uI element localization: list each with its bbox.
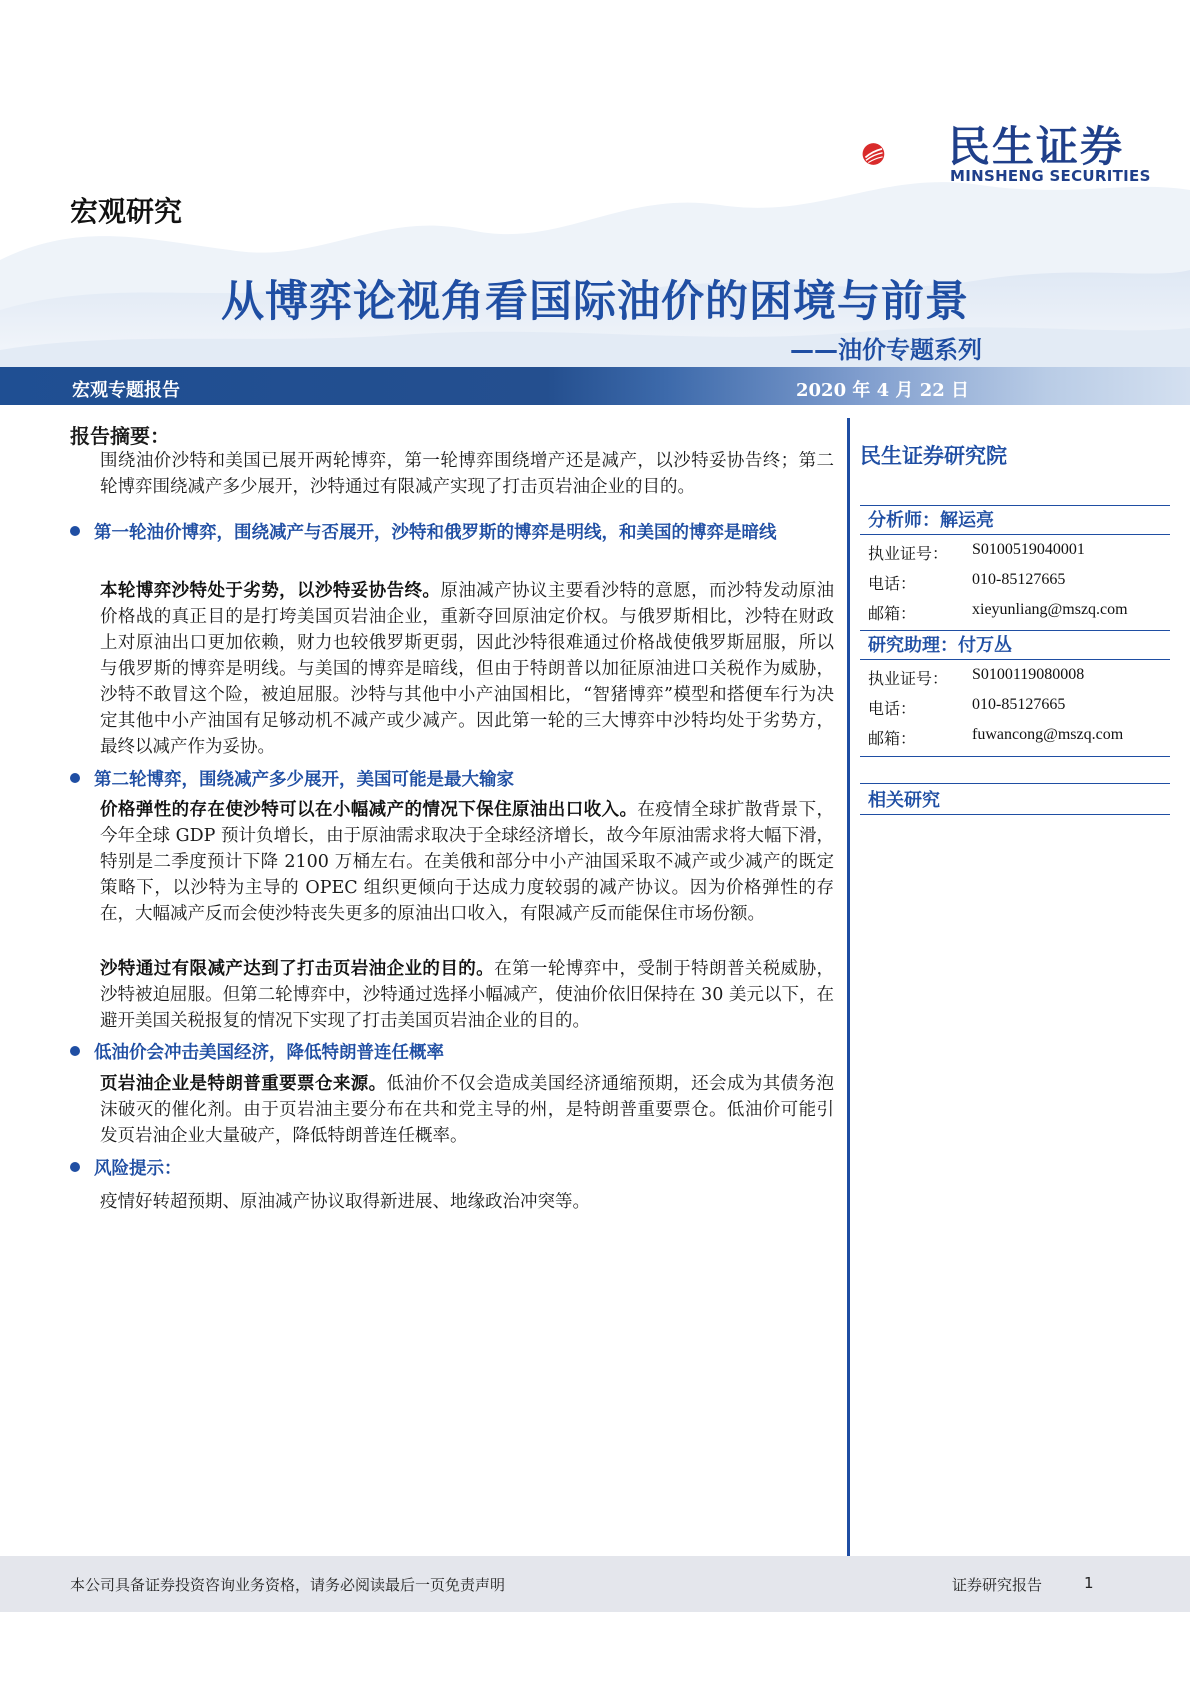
bullet-dot-icon: [70, 1162, 80, 1172]
section-paragraph: 价格弹性的存在使沙特可以在小幅减产的情况下保住原油出口收入。在疫情全球扩散背景下，今年全球 GDP 预计负增长，由于原油需求取决于全球经济增长，故今年原油需求将大幅下滑，特别是二季度预计下降 2100 万桶左右。在美俄和部分中小产油国采取不减产或少减产的既定策略下，以沙特为主导的 OPEC 组织更倾向于达成力度较弱的减产协议。因为价格弹性的存在，大幅减产反而会使沙特丧失更多的原油出口收入，有限减产反而能保住市场份额。: [100, 800, 834, 924]
assistant-label: 研究助理：付万丛: [868, 635, 1012, 656]
assistant-email-value[interactable]: fuwancong@mszq.com: [972, 726, 1124, 743]
section-paragraph: 疫情好转超预期、原油减产协议取得新进展、地缘政治冲突等。: [100, 1192, 590, 1212]
logo-text-en: MINSHENG SECURITIES: [950, 167, 1151, 185]
sidebar-rule: [860, 534, 1170, 535]
abstract-intro: 围绕油价沙特和美国已展开两轮博弈，第一轮博弈围绕增产还是减产，以沙特妥协告终；第二轮博弈围绕减产多少展开，沙特通过有限减产实现了打击页岩油企业的目的。: [100, 451, 834, 497]
report-title: 从博弈论视角看国际油价的困境与前景: [221, 277, 969, 327]
sidebar-divider: [847, 418, 850, 1568]
abstract-heading: 报告摘要：: [70, 424, 170, 448]
analyst-license-value: S0100519040001: [972, 541, 1085, 558]
footer-report-label: 证券研究报告: [952, 1576, 1043, 1594]
assistant-license-key: 执业证号：: [868, 669, 949, 688]
analyst-license-key: 执业证号：: [868, 544, 949, 563]
report-category: 宏观研究: [70, 195, 183, 228]
report-date: 2020 年 4 月 22 日: [796, 380, 970, 401]
section-bullet-1: 第一轮油价博弈，围绕减产与否展开，沙特和俄罗斯的博弈是明线，和美国的博弈是暗线: [70, 520, 870, 546]
sidebar-rule: [860, 783, 1170, 784]
bullet-dot-icon: [70, 526, 80, 536]
section-paragraph: 页岩油企业是特朗普重要票仓来源。低油价不仅会造成美国经济通缩预期，还会成为其债务泡沫破灭的催化剂。由于页岩油主要分布在共和党主导的州，是特朗普重要票仓。低油价可能引发页岩油企业大量破产，降低特朗普连任概率。: [100, 1074, 835, 1146]
section-paragraph: 沙特通过有限减产达到了打击页岩油企业的目的。在第一轮博弈中，受制于特朗普关税威胁，沙特被迫屈服。但第二轮博弈中，沙特通过选择小幅减产，使油价依旧保持在 30 美元以下，在避开美国关税报复的情况下实现了打击美国页岩油企业的目的。: [100, 959, 835, 1031]
assistant-phone-key: 电话：: [868, 699, 917, 718]
section-bullet-4: 风险提示：: [70, 1156, 840, 1182]
sidebar-rule: [860, 659, 1170, 660]
footer-disclaimer: 本公司具备证券投资咨询业务资格，请务必阅读最后一页免责声明: [70, 1576, 506, 1594]
section-paragraph: 本轮博弈沙特处于劣势，以沙特妥协告终。原油减产协议主要看沙特的意愿，而沙特发动原油价格战的真正目的是打垮美国页岩油企业，重新夺回原油定价权。与俄罗斯相比，沙特在财政上对原油出口更加依赖，财力也较俄罗斯更弱，因此沙特很难通过价格战使俄罗斯屈服，所以与俄罗斯的博弈是明线。与美国的博弈是暗线，但由于特朗普以加征原油进口关税作为威胁，沙特不敢冒这个险，被迫屈服。沙特与其他中小产油国相比，“智猪博弈”模型和搭便车行为决定其他中小产油国有足够动机不减产或少减产。因此第一轮的三大博弈中沙特均处于劣势方，最终以减产作为妥协。: [100, 581, 835, 757]
analyst-label: 分析师：解运亮: [868, 510, 994, 531]
minsheng-logo-icon: [862, 114, 942, 194]
logo-text-cn: 民生证券: [948, 122, 1125, 171]
related-research-label: 相关研究: [868, 790, 940, 811]
sidebar-rule: [860, 814, 1170, 815]
assistant-phone-value: 010-85127665: [972, 696, 1066, 713]
page-number: 1: [1084, 1574, 1094, 1592]
analyst-email-value[interactable]: xieyunliang@mszq.com: [972, 601, 1128, 618]
analyst-phone-value: 010-85127665: [972, 571, 1066, 588]
analyst-phone-key: 电话：: [868, 574, 917, 593]
report-subtitle: ——油价专题系列: [790, 336, 982, 364]
analyst-email-key: 邮箱：: [868, 604, 917, 623]
bullet-dot-icon: [70, 1046, 80, 1056]
section-bullet-2: 第二轮博弈，围绕减产多少展开，美国可能是最大输家: [70, 767, 840, 793]
report-type: 宏观专题报告: [72, 380, 180, 401]
sidebar-institute: 民生证券研究院: [860, 443, 1007, 468]
section-bullet-3: 低油价会冲击美国经济，降低特朗普连任概率: [70, 1040, 840, 1066]
bullet-dot-icon: [70, 773, 80, 783]
assistant-email-key: 邮箱：: [868, 729, 917, 748]
sidebar-rule: [860, 756, 1170, 757]
assistant-license-value: S0100119080008: [972, 666, 1085, 683]
